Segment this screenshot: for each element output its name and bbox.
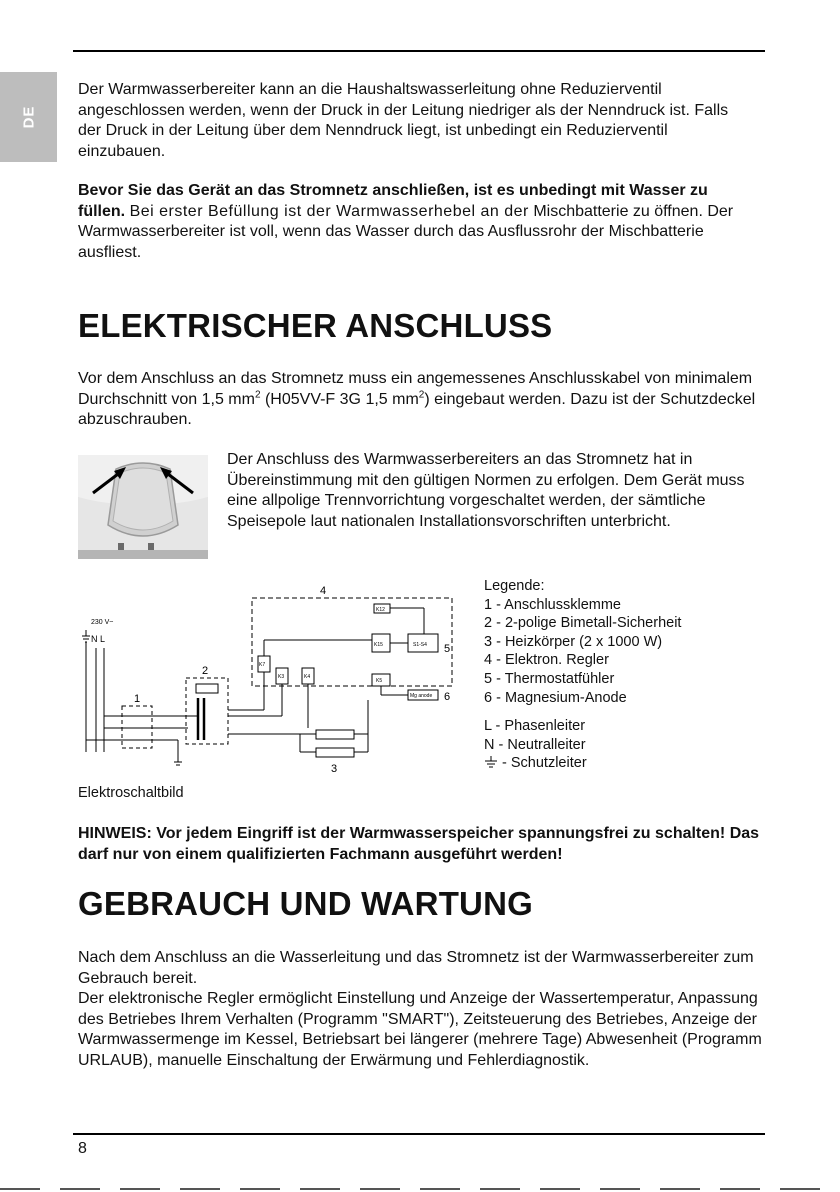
component-k15: K15 bbox=[374, 642, 383, 648]
legend-earth-row bbox=[484, 754, 681, 773]
legend-item: 4 - Elektron. Regler bbox=[484, 652, 609, 669]
diagram-number-2: 2 bbox=[202, 665, 209, 677]
bottom-rule bbox=[73, 1133, 765, 1135]
legend-title: Legende: bbox=[484, 578, 545, 594]
component-k5: K5 bbox=[376, 678, 383, 684]
intro-paragraph-1: Der Warmwasserbereiter kann an die Haushaltswasserleitung ohne Reduzierventil angeschlossen werden, wenn der Druck in der Leitung niedriger als der Nenndruck ist. Falls der Druck in der Leitung über dem Nenndruck liegt, ist unbedingt ein Reduzierventil einzubauen. bbox=[78, 81, 729, 160]
diagram-number-3: 3 bbox=[331, 763, 338, 775]
voltage-label: 230 V~ bbox=[91, 619, 114, 626]
terminal-label: N L bbox=[91, 634, 106, 644]
legend-item: 3 - Heizkörper (2 x 1000 W) bbox=[484, 633, 663, 650]
legend-conductor: N - Neutralleiter bbox=[484, 736, 586, 753]
diagram-caption: Elektroschaltbild bbox=[78, 785, 184, 801]
legend-item: 1 - Anschlussklemme bbox=[484, 596, 621, 613]
cable-paragraph: Vor dem Anschluss an das Stromnetz muss ein angemessenes Anschlusskabel von minimalem Durchschnitt von 1,5 $mm^2$ (H05VV-F 3G 1,5 $mm^2$) eingebaut werden. Dazu ist der Schutzdeckel abzuschrauben. bbox=[78, 370, 756, 428]
language-tab-label: DE bbox=[20, 105, 37, 129]
fill-instruction-spaced: Bei erster Befüllung ist der Warmwasserhebel an der bbox=[129, 202, 529, 220]
language-tab bbox=[0, 72, 57, 162]
legend-item: 2 - 2-polige Bimetall-Sicherheit bbox=[484, 615, 682, 632]
intro-paragraph-2 bbox=[78, 181, 748, 263]
earth-icon bbox=[484, 756, 498, 768]
diagram-number-4: 4 bbox=[320, 585, 327, 597]
diagram-number-1: 1 bbox=[134, 693, 141, 705]
section-heading-electrical: ELEKTRISCHER ANSCHLUSS bbox=[78, 307, 553, 344]
top-rule bbox=[73, 50, 765, 52]
diagram-number-6: 6 bbox=[444, 691, 451, 703]
component-s1-s4: S1-S4 bbox=[413, 642, 427, 648]
diagram-legend bbox=[484, 577, 681, 773]
notice-paragraph: HINWEIS: Vor jedem Eingriff ist der Warmwasserspeicher spannungsfrei zu schalten! Das darf nur von einem qualifizierten Fachmann ausgeführt werden! bbox=[78, 825, 760, 863]
component-mg-anode: Mg anode bbox=[410, 693, 433, 699]
legend-earth-label: - Schutzleiter bbox=[498, 755, 587, 772]
component-k7: K7 bbox=[259, 662, 266, 668]
page-edge-marks bbox=[0, 1188, 840, 1190]
section-heading-usage: GEBRAUCH UND WARTUNG bbox=[78, 885, 533, 922]
component-k12: K12 bbox=[376, 607, 385, 613]
fill-instruction: Mischbatterie zu öffnen. Der Warmwasserbereiter ist voll, wenn das Wasser durch das Ausflussrohr der Mischbatterie ausfliest. bbox=[78, 202, 734, 261]
usage-paragraph: Nach dem Anschluss an die Wasserleitung und das Stromnetz ist der Warmwasserbereiter zum Gebrauch bereit. Der elektronische Regler ermöglicht Einstellung und Anzeige der Wassertemperatur, Anpassung des Betriebes Ihrem Verhalten (Programm "SMART"), Zeitsteuerung des Betriebes, Anzeige der Warmwassermenge im Kessel, Betriebsart bei längerer (mehrere Tage) Abwesenheit (Programm URLAUB), manuelle Einschaltung der Erwärmung und Fehlerdiagnostik. bbox=[78, 949, 762, 1069]
legend-item: 6 - Magnesium-Anode bbox=[484, 689, 627, 706]
component-k4: K4 bbox=[304, 674, 311, 680]
cover-photo bbox=[78, 455, 208, 559]
fill-warning-bold: Bevor Sie das Gerät an das Stromnetz anschließen, ist es unbedingt mit Wasser zu füllen. bbox=[78, 182, 708, 220]
component-k3: K3 bbox=[278, 674, 285, 680]
water-heater-cover-illustration bbox=[78, 455, 208, 559]
legend-item: 5 - Thermostatfühler bbox=[484, 670, 615, 687]
diagram-number-5: 5 bbox=[444, 643, 451, 655]
connection-paragraph: Der Anschluss des Warmwasserbereiters an das Stromnetz hat in Übereinstimmung mit den gültigen Normen zu erfolgen. Dem Gerät muss eine allpolige Trennvorrichtung vorgeschaltet werden, der sämtliche Speisepole laut nationalen Installationsvorschriften unterbricht. bbox=[227, 451, 745, 530]
page-number: 8 bbox=[78, 1140, 87, 1157]
wiring-diagram bbox=[78, 580, 478, 780]
legend-conductor: L - Phasenleiter bbox=[484, 718, 586, 735]
